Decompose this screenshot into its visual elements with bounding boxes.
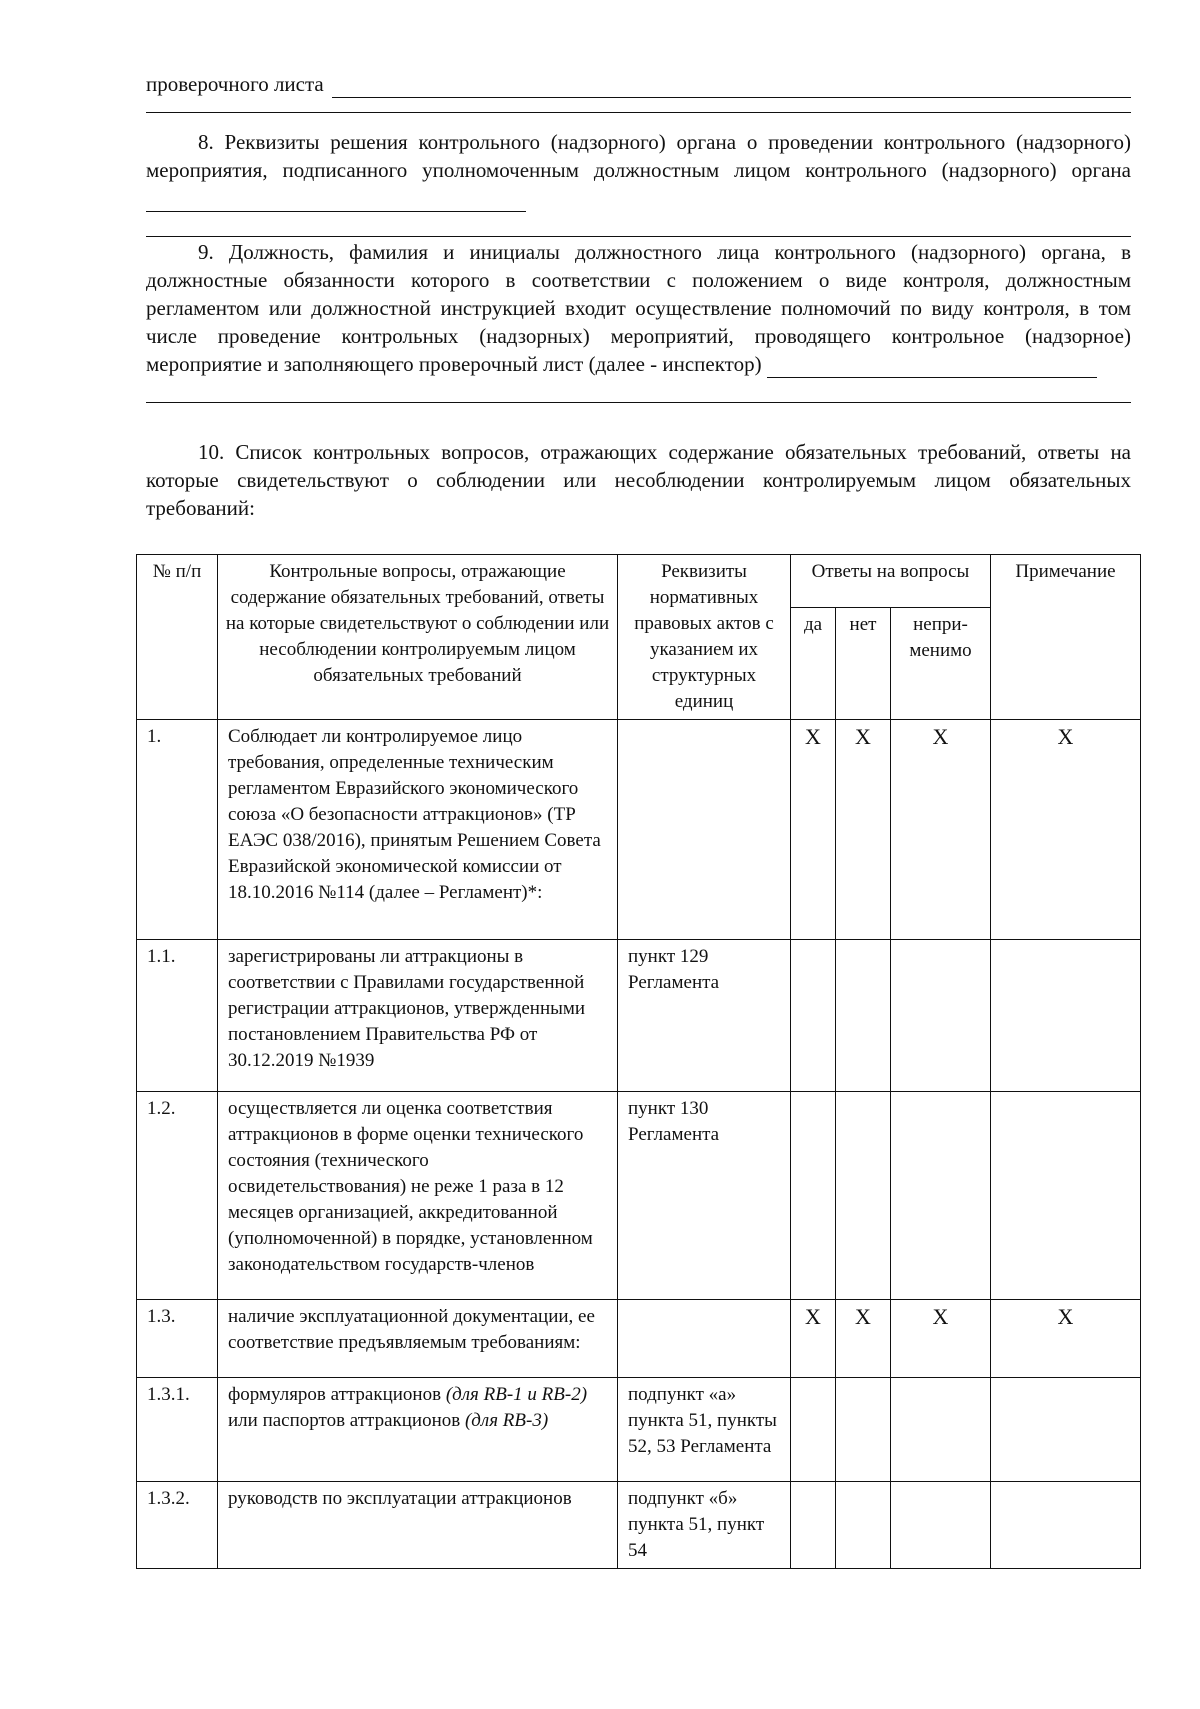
answer-no-cell[interactable] — [836, 1482, 891, 1569]
answer-yes-cell[interactable]: X — [791, 720, 836, 940]
answer-na-cell[interactable]: X — [891, 720, 991, 940]
blank-line — [146, 236, 1131, 237]
row-num: 1. — [137, 720, 218, 940]
inspection-list-label: проверочного листа — [146, 72, 324, 96]
row-num: 1.3. — [137, 1300, 218, 1378]
inspection-list-blank[interactable] — [332, 77, 1131, 98]
header-na: непри-менимо — [891, 608, 991, 720]
row-num: 1.3.2. — [137, 1482, 218, 1569]
row-question: формуляров аттракционов (для RB-1 и RB-2) или паспортов аттракционов (для RB-3) — [218, 1378, 618, 1482]
answer-no-cell[interactable]: X — [836, 720, 891, 940]
answer-no-cell[interactable] — [836, 1092, 891, 1300]
header-num: № п/п — [137, 555, 218, 720]
inspection-list-line — [146, 70, 1131, 113]
row-question: осуществляется ли оценка соответствия аттракционов в форме оценки технического состояния (технического освидетельствования) не реже 1 раза в 12 месяцев организацией, аккредитованной (уполномоченной) в порядке, установленном законодательством государств-членов — [218, 1092, 618, 1300]
row-question: руководств по эксплуатации аттракционов — [218, 1482, 618, 1569]
answer-na-cell[interactable] — [891, 940, 991, 1092]
row-num: 1.1. — [137, 940, 218, 1092]
header-note: Примечание — [991, 555, 1141, 720]
table-row — [137, 1300, 1141, 1378]
item-9 — [146, 238, 1131, 403]
answer-na-cell[interactable]: X — [891, 1300, 991, 1378]
answer-yes-cell[interactable] — [791, 1482, 836, 1569]
blank-line — [146, 112, 1131, 113]
row-requisites: пункт 130 Регламента — [618, 1092, 791, 1300]
row-question: зарегистрированы ли аттракционы в соответствии с Правилами государственной регистрации аттракционов, утвержденными постановлением Правительства РФ от 30.12.2019 №1939 — [218, 940, 618, 1092]
row-requisites: подпункт «б» пункта 51, пункт 54 — [618, 1482, 791, 1569]
item-9-text: 9. Должность, фамилия и инициалы должностного лица контрольного (надзорного) органа, в должностные обязанности которого в соответствии с положением о виде контроля, должностным регламентом или должностной инструкцией входит осуществление полномочий по виду контроля, в том числе проведение контрольных (надзорных) мероприятий, проводящего контрольное (надзорное) мероприятие и заполняющего проверочный лист (далее - инспектор) — [146, 240, 1131, 376]
answer-no-cell[interactable] — [836, 940, 891, 1092]
header-question: Контрольные вопросы, отражающие содержание обязательных требований, ответы на которые свидетельствуют о соблюдении или несоблюдении контролируемым лицом обязательных требований — [218, 555, 618, 720]
answer-no-cell[interactable]: X — [836, 1300, 891, 1378]
row-question: Соблюдает ли контролируемое лицо требования, определенные техническим регламентом Евразийского экономического союза «О безопасности аттракционов» (ТР ЕАЭС 038/2016), принятым Решением Совета Евразийской экономической комиссии от 18.10.2016 №114 (далее – Регламент)*: — [218, 720, 618, 940]
note-cell[interactable] — [991, 1482, 1141, 1569]
item-8 — [146, 128, 1131, 237]
table-row — [137, 1092, 1141, 1300]
row-num: 1.2. — [137, 1092, 218, 1300]
row-num: 1.3.1. — [137, 1378, 218, 1482]
note-cell[interactable] — [991, 940, 1141, 1092]
row-requisites — [618, 1300, 791, 1378]
answer-na-cell[interactable] — [891, 1092, 991, 1300]
row-requisites — [618, 720, 791, 940]
note-cell[interactable] — [991, 1092, 1141, 1300]
row-requisites: подпункт «а» пункта 51, пункты 52, 53 Регламента — [618, 1378, 791, 1482]
table-row — [137, 1482, 1141, 1569]
row-requisites: пункт 129 Регламента — [618, 940, 791, 1092]
item-8-text: 8. Реквизиты решения контрольного (надзорного) органа о проведении контрольного (надзорного) мероприятия, подписанного уполномоченным должностным лицом контрольного (надзорного) органа — [146, 130, 1131, 182]
answer-no-cell[interactable] — [836, 1378, 891, 1482]
table-row — [137, 940, 1141, 1092]
answer-yes-cell[interactable] — [791, 940, 836, 1092]
item-10-text: 10. Список контрольных вопросов, отражающих содержание обязательных требований, ответы на которые свидетельствуют о соблюдении или несоблюдении контролируемым лицом обязательных требований: — [146, 440, 1131, 520]
table-header-row — [137, 555, 1141, 608]
answer-na-cell[interactable] — [891, 1482, 991, 1569]
header-yes: да — [791, 608, 836, 720]
table-row — [137, 720, 1141, 940]
checklist-table — [136, 554, 1141, 1569]
header-requisites: Реквизиты нормативных правовых актов с указанием их структурных единиц — [618, 555, 791, 720]
row-question: наличие эксплуатационной документации, ее соответствие предъявляемым требованиям: — [218, 1300, 618, 1378]
answer-na-cell[interactable] — [891, 1378, 991, 1482]
note-cell[interactable]: X — [991, 1300, 1141, 1378]
header-answers: Ответы на вопросы — [791, 555, 991, 608]
note-cell[interactable]: X — [991, 720, 1141, 940]
answer-yes-cell[interactable]: X — [791, 1300, 836, 1378]
item-9-blank[interactable] — [767, 355, 1097, 378]
answer-yes-cell[interactable] — [791, 1378, 836, 1482]
item-10 — [146, 438, 1131, 522]
item-8-blank[interactable] — [146, 189, 526, 212]
blank-line — [146, 402, 1131, 403]
answer-yes-cell[interactable] — [791, 1092, 836, 1300]
table-row — [137, 1378, 1141, 1482]
header-no: нет — [836, 608, 891, 720]
note-cell[interactable] — [991, 1378, 1141, 1482]
